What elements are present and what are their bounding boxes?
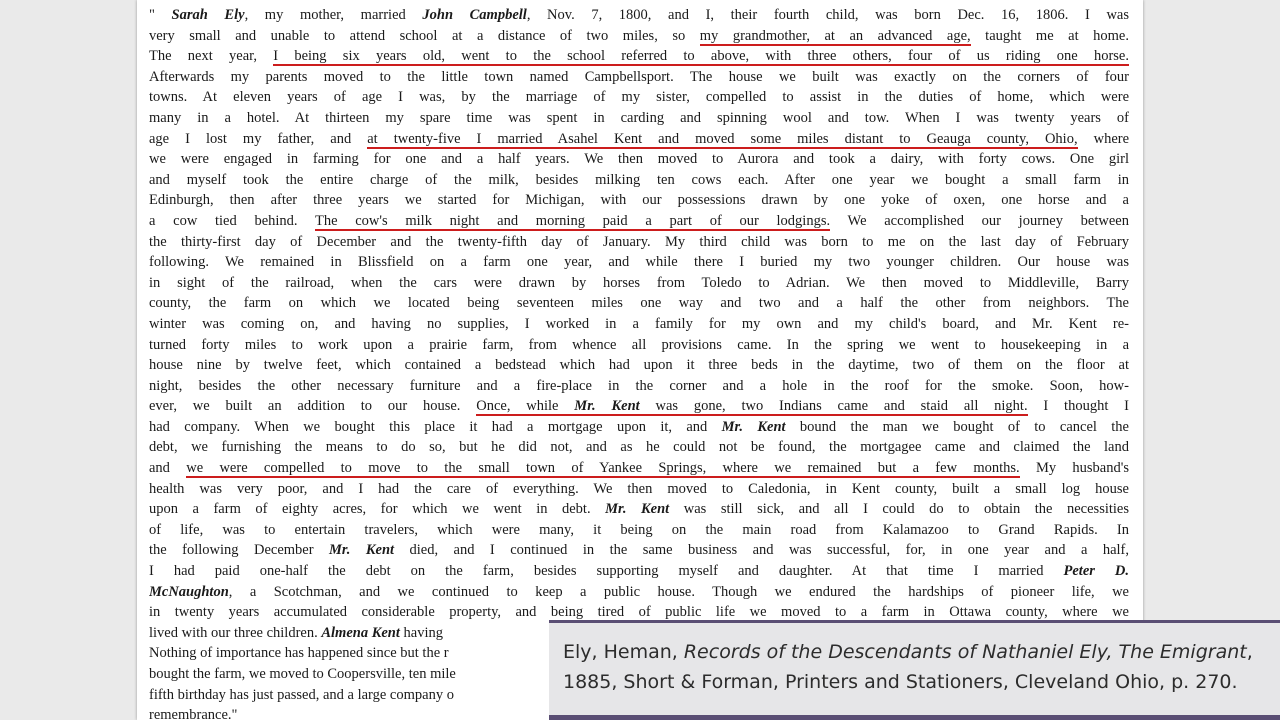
- text-segment: very small and unable to attend school at a distance of two miles, so: [149, 27, 700, 44]
- document-line: [149, 582, 1129, 603]
- underlined-text: I being six years old, went to the school referred to above, with three others, four of us riding one horse.: [273, 48, 1129, 65]
- text-segment: had company. When we bought this place it had a mortgage upon it, and: [149, 418, 722, 435]
- document-line: [149, 190, 1129, 211]
- text-segment: and: [149, 460, 187, 477]
- document-line: [149, 46, 1129, 67]
- text-segment: My husband's: [1019, 460, 1129, 477]
- text-segment: winter was coming on, and having no supplies, I worked in a family for my own and my child's board, and Mr. Kent re-: [149, 315, 1129, 332]
- underlined-text: was gone, two Indians came and staid all night.: [639, 398, 1028, 415]
- text-segment: Nothing of importance has happened since but the r: [149, 645, 449, 662]
- underlined-text: The cow's milk night and morning paid a part of our lodgings.: [315, 212, 831, 229]
- text-segment: having: [399, 624, 443, 641]
- italic-name: Mr. Kent: [721, 418, 786, 435]
- italic-name: Mr. Kent: [329, 542, 395, 559]
- document-line: [149, 129, 1129, 150]
- text-segment: The next year,: [149, 48, 274, 65]
- text-segment: of life, was to entertain travelers, which were many, it being on the main road from Kalamazoo to Grand Rapids. In: [149, 521, 1129, 538]
- citation-title: Records of the Descendants of Nathaniel Ely, The Emigrant: [683, 641, 1247, 663]
- text-segment: Edinburgh, then after three years we started for Michigan, with our possessions drawn by one yoke of oxen, one horse and a: [149, 192, 1129, 209]
- document-line: [149, 87, 1129, 108]
- text-segment: towns. At eleven years of age I was, by the marriage of my sister, compelled to assist in the duties of home, which were: [149, 89, 1129, 106]
- document-line: [149, 376, 1129, 397]
- citation-text: [563, 637, 1268, 697]
- text-segment: the following December: [149, 542, 330, 559]
- text-segment: house nine by twelve feet, which contained a bedstead which had upon it three beds in the daytime, two of them on the floor at: [149, 357, 1129, 374]
- text-segment: We accomplished our journey between: [830, 212, 1129, 229]
- text-segment: lived with our three children.: [149, 624, 322, 641]
- document-line: [149, 520, 1129, 541]
- italic-name: McNaughton: [149, 583, 229, 600]
- document-line: [149, 355, 1129, 376]
- text-segment: fifth birthday has just passed, and a large company o: [149, 686, 454, 703]
- document-line: [149, 170, 1129, 191]
- text-segment: following. We remained in Blissfield on a farm one year, and while there I buried my two younger children. Our house was: [149, 254, 1129, 271]
- document-text: [149, 5, 1129, 720]
- text-segment: , Nov. 7, 1800, and I, their fourth child, was born Dec. 16, 1806. I was: [526, 7, 1129, 23]
- text-segment: health was very poor, and I had the care of everything. We then moved to Caledonia, in Kent county, built a small log house: [149, 480, 1129, 497]
- text-segment: Afterwards my parents moved to the little town named Campbellsport. The house we built was exactly on the corners of four: [149, 68, 1129, 85]
- text-segment: bound the man we bought of to cancel the: [785, 418, 1129, 435]
- document-line: [149, 67, 1129, 88]
- underlined-text: my grandmother, at an advanced age,: [699, 27, 971, 44]
- text-segment: I thought I: [1027, 398, 1129, 415]
- text-segment: in sight of the railroad, when the cars were drawn by horses from Toledo to Adrian. We then moved to Middleville, Barry: [149, 274, 1129, 291]
- text-segment: , my mother, married: [244, 7, 423, 23]
- document-line: [149, 479, 1129, 500]
- text-segment: a cow tied behind.: [149, 212, 315, 229]
- text-segment: where: [1077, 130, 1129, 147]
- text-segment: ": [149, 7, 172, 23]
- text-segment: county, the farm on which we located being seventeen miles one way and two and a half the other from neighbors. The: [149, 295, 1129, 312]
- text-segment: debt, we furnishing the means to do so, but he did not, and as he could not be found, the mortgagee came and claimed the land: [149, 439, 1129, 456]
- text-segment: the thirty-first day of December and the twenty-fifth day of January. My third child was born to me on the last day of February: [149, 233, 1129, 250]
- text-segment: died, and I continued in the same business and was successful, for, in one year and a half,: [394, 542, 1129, 559]
- citation-author: Ely, Heman,: [563, 641, 684, 663]
- text-segment: taught me at home.: [970, 27, 1129, 44]
- document-line: [149, 149, 1129, 170]
- text-segment: bought the farm, we moved to Coopersville, ten mile: [149, 666, 456, 682]
- document-line: [149, 211, 1129, 232]
- italic-name: Peter D.: [1063, 563, 1129, 580]
- document-line: [149, 314, 1129, 335]
- underlined-text: at twenty-five I married Asahel Kent and moved some miles distant to Geauga county, Ohio,: [367, 130, 1078, 147]
- text-segment: and myself took the entire charge of the milk, besides milking ten cows each. After one year we bought a small farm in: [149, 171, 1129, 188]
- document-line: [149, 232, 1129, 253]
- document-line: [149, 437, 1129, 458]
- document-line: [149, 499, 1129, 520]
- document-line: [149, 561, 1129, 582]
- text-segment: upon a farm of eighty acres, for which we went in debt.: [149, 501, 606, 518]
- document-line: [149, 252, 1129, 273]
- text-segment: in twenty years accumulated considerable property, and being tired of public life we moved to a farm in Ottawa county, where we: [149, 604, 1129, 621]
- document-line: [149, 273, 1129, 294]
- citation-details: , 1885, Short & Forman, Printers and Stationers, Cleveland Ohio, p. 270.: [563, 641, 1253, 693]
- italic-name: Mr. Kent: [605, 501, 670, 518]
- document-line: [149, 26, 1129, 47]
- document-line: [149, 5, 1129, 26]
- document-line: [149, 540, 1129, 561]
- document-line: [149, 417, 1129, 438]
- text-segment: I had paid one-half the debt on the farm, besides supporting myself and daughter. At that time I married: [149, 563, 1064, 580]
- text-segment: age I lost my father, and: [149, 130, 368, 147]
- text-segment: Once, while: [476, 398, 575, 415]
- text-segment: night, besides the other necessary furniture and a fire-place in the corner and a hole in the roof for the smoke. Soon, how-: [149, 377, 1129, 394]
- document-line: [149, 396, 1129, 417]
- text-segment: remembrance.": [149, 707, 238, 720]
- text-segment: , a Scotchman, and we continued to keep a public house. Though we endured the hardships of pioneer life, we: [228, 583, 1129, 600]
- text-segment: was still sick, and all I could do to obtain the necessities: [669, 501, 1129, 518]
- underlined-text: we were compelled to move to the small town of Yankee Springs, where we remained but a few months.: [186, 460, 1020, 477]
- text-segment: many in a hotel. At thirteen my spare time was spent in carding and spinning wool and tow. When I was twenty years of: [149, 109, 1129, 126]
- italic-name: John Campbell: [422, 7, 527, 23]
- document-line: [149, 458, 1129, 479]
- document-line: [149, 108, 1129, 129]
- italic-name: Sarah Ely: [171, 7, 245, 23]
- document-line: [149, 293, 1129, 314]
- scanned-document-page: [137, 0, 1143, 720]
- text-segment: ever, we built an addition to our house.: [149, 398, 477, 415]
- document-line: [149, 335, 1129, 356]
- text-segment: we were engaged in farming for one and a half years. We then moved to Aurora and took a dairy, with forty cows. One girl: [149, 151, 1129, 168]
- text-segment: turned forty miles to work upon a prairie farm, from whence all provisions came. In the spring we went to housekeeping in a: [149, 336, 1129, 353]
- citation-caption: [549, 620, 1280, 720]
- italic-name: Mr. Kent: [574, 398, 640, 415]
- italic-name: Almena Kent: [321, 624, 400, 641]
